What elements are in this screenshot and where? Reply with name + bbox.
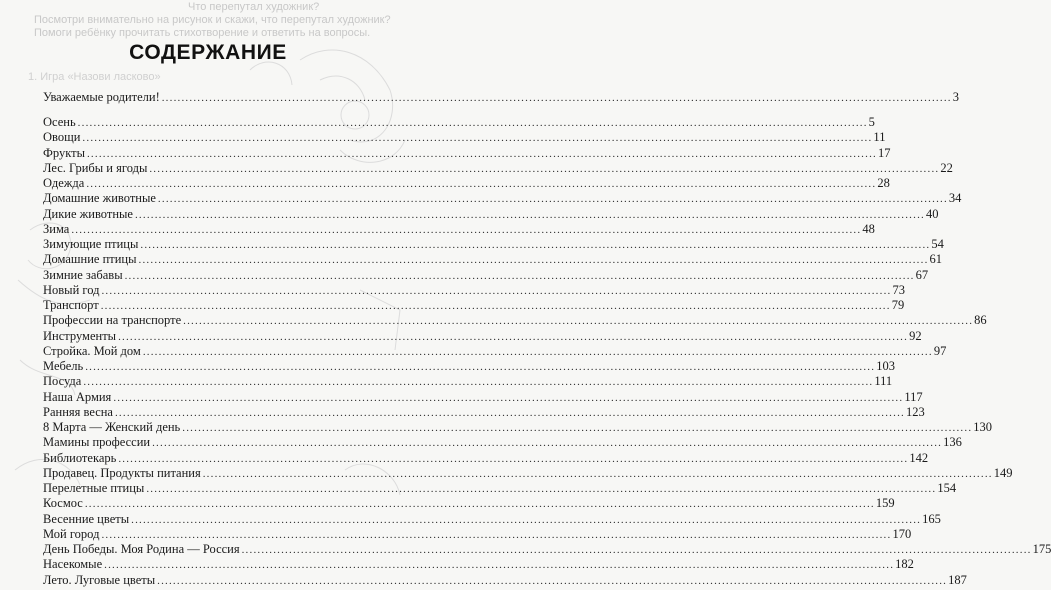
dot-leader: ........................................................................................................................................................................................................: [118, 452, 909, 465]
dot-leader: ........................................................................................................................................................................................................: [138, 254, 929, 267]
toc-entry-title: Домашние птицы: [43, 252, 137, 267]
toc-entry-page-number: 165: [922, 511, 941, 526]
toc-entry-title: День Победы. Моя Родина — Россия: [43, 542, 240, 556]
toc-entry-page-number: 11: [873, 130, 886, 145]
toc-entry-page-number: 182: [895, 557, 914, 572]
dot-leader: ........................................................................................................................................................................................................: [104, 559, 895, 572]
dot-leader: ........................................................................................................................................................................................................: [131, 513, 922, 526]
toc-entry-page-number: 97: [933, 343, 947, 358]
toc-entry-page-number: 111: [874, 374, 893, 389]
bleed-text-line: Помоги ребёнку прочитать стихотворение и ответить на вопросы.: [34, 27, 371, 39]
bleed-text-line: Посмотри внимательно на рисунок и скажи, что перепутал художник?: [34, 14, 391, 26]
dot-leader: ........................................................................................................................................................................................................: [161, 92, 952, 104]
toc-entry-title: Наша Армия: [43, 389, 112, 404]
dot-leader: ........................................................................................................................................................................................................: [124, 269, 915, 282]
dot-leader: ........................................................................................................................................................................................................: [86, 178, 877, 190]
toc-entry-title: Домашние животные: [43, 191, 156, 206]
dot-leader: ........................................................................................................................................................................................................: [71, 223, 862, 236]
toc-entry-title: Зима: [43, 221, 70, 236]
dot-leader: ........................................................................................................................................................................................................: [142, 345, 933, 358]
toc-entry-title: Посуда: [43, 374, 82, 389]
toc-entry-title: Фрукты: [43, 145, 85, 160]
toc-entry-title: Продавец. Продукты питания: [43, 465, 201, 480]
toc-entry-page-number: 130: [973, 420, 993, 434]
toc-entry-page-number: 159: [875, 496, 895, 511]
dot-leader: ........................................................................................................................................................................................................: [77, 117, 868, 129]
dot-leader: ........................................................................................................................................................................................................: [183, 315, 974, 328]
dot-leader: ........................................................................................................................................................................................................: [149, 162, 940, 175]
toc-entry-page-number: 154: [937, 481, 957, 495]
dot-leader: ........................................................................................................................................................................................................: [83, 376, 874, 389]
toc-entry-page-number: 17: [877, 145, 891, 160]
dot-leader: ........................................................................................................................................................................................................: [82, 132, 873, 145]
toc-entry-page-number: 48: [862, 221, 875, 236]
toc-entry-title: 8 Марта — Женский день: [43, 420, 181, 434]
dot-leader: ........................................................................................................................................................................................................: [101, 284, 892, 297]
dot-leader: ........................................................................................................................................................................................................: [118, 330, 909, 343]
bleed-text-line: Что перепутал художник?: [188, 1, 320, 13]
toc-entry-page-number: 92: [909, 328, 922, 343]
dot-leader: ........................................................................................................................................................................................................: [182, 422, 973, 434]
dot-leader: ........................................................................................................................................................................................................: [84, 498, 875, 511]
toc-entry-page-number: 123: [905, 404, 925, 419]
toc-entry-title: Космос: [43, 496, 83, 511]
toc-entry-page-number: 170: [892, 526, 912, 541]
toc-entry-title: Зимние забавы: [43, 267, 123, 282]
dot-leader: ........................................................................................................................................................................................................: [134, 208, 925, 221]
dot-leader: ........................................................................................................................................................................................................: [101, 528, 892, 541]
toc-entry: [43, 89, 959, 106]
toc-entry-page-number: 54: [931, 237, 944, 251]
toc-entry-page-number: 22: [940, 160, 953, 175]
toc-entry-title: Лето. Луговые цветы: [43, 572, 156, 587]
toc-entry-title: Библиотекарь: [43, 450, 117, 465]
toc-entry-page-number: 117: [904, 389, 923, 404]
toc-entry-title: Зимующие птицы: [43, 237, 139, 251]
page-title: СОДЕРЖАНИЕ: [129, 41, 287, 64]
dot-leader: ........................................................................................................................................................................................................: [241, 544, 1032, 556]
dot-leader: ........................................................................................................................................................................................................: [113, 391, 904, 404]
dot-leader: ........................................................................................................................................................................................................: [86, 147, 877, 160]
dot-leader: ........................................................................................................................................................................................................: [157, 574, 948, 587]
toc-entry-title: Мебель: [43, 359, 84, 373]
toc-entry-title: Инструменты: [43, 328, 117, 343]
dot-leader: ........................................................................................................................................................................................................: [140, 239, 931, 251]
toc-entry-page-number: 61: [929, 252, 943, 267]
toc-entry-title: Насекомые: [43, 557, 103, 572]
dot-leader: ........................................................................................................................................................................................................: [202, 467, 993, 480]
toc-entry-title: Перелетные птицы: [43, 481, 145, 495]
toc-entry-page-number: 136: [943, 435, 962, 450]
toc-entry-page-number: 34: [948, 191, 962, 206]
toc-entry-page-number: 40: [925, 206, 939, 221]
toc-entry-page-number: 175: [1032, 542, 1051, 556]
toc-entry-title: Дикие животные: [43, 206, 133, 221]
bleed-text-line: 1. Игра «Назови ласково»: [28, 71, 161, 83]
toc-entry-title: Ранняя весна: [43, 404, 113, 419]
toc-entry-title: Стройка. Мой дом: [43, 343, 141, 358]
toc-entry-title: Уважаемые родители!: [43, 90, 160, 104]
toc-entry-title: Весенние цветы: [43, 511, 130, 526]
toc-entry-title: Новый год: [43, 282, 100, 297]
toc-entry-page-number: 187: [948, 572, 967, 587]
dot-leader: ........................................................................................................................................................................................................: [157, 193, 948, 206]
toc-entry-page-number: 3: [952, 90, 959, 104]
toc-entry-title: Мамины профессии: [43, 435, 151, 450]
toc-entry-title: Осень: [43, 115, 76, 129]
toc-entry-title: Овощи: [43, 130, 81, 145]
toc-entry-page-number: 73: [892, 282, 905, 297]
toc-entry-page-number: 79: [891, 298, 905, 312]
toc-entry-title: Лес. Грибы и ягоды: [43, 160, 148, 175]
toc-entry-title: Одежда: [43, 176, 85, 190]
toc-entry-page-number: 28: [877, 176, 890, 190]
toc-entry-title: Мой город: [43, 526, 100, 541]
toc-entry-page-number: 86: [974, 313, 987, 328]
toc-entry-page-number: 103: [876, 359, 895, 373]
dot-leader: ........................................................................................................................................................................................................: [114, 406, 905, 419]
dot-leader: ........................................................................................................................................................................................................: [152, 437, 943, 450]
toc-entry-page-number: 142: [909, 450, 929, 465]
toc-entry-title: Профессии на транспорте: [43, 313, 182, 328]
toc-entry-page-number: 67: [915, 267, 929, 282]
dot-leader: ........................................................................................................................................................................................................: [85, 361, 876, 373]
toc-entry-page-number: 5: [868, 115, 875, 129]
toc-entry: [43, 572, 967, 589]
dot-leader: ........................................................................................................................................................................................................: [100, 300, 891, 312]
dot-leader: ........................................................................................................................................................................................................: [146, 483, 937, 495]
toc-entry-page-number: 149: [993, 465, 1013, 480]
toc-entry-title: Транспорт: [43, 298, 99, 312]
